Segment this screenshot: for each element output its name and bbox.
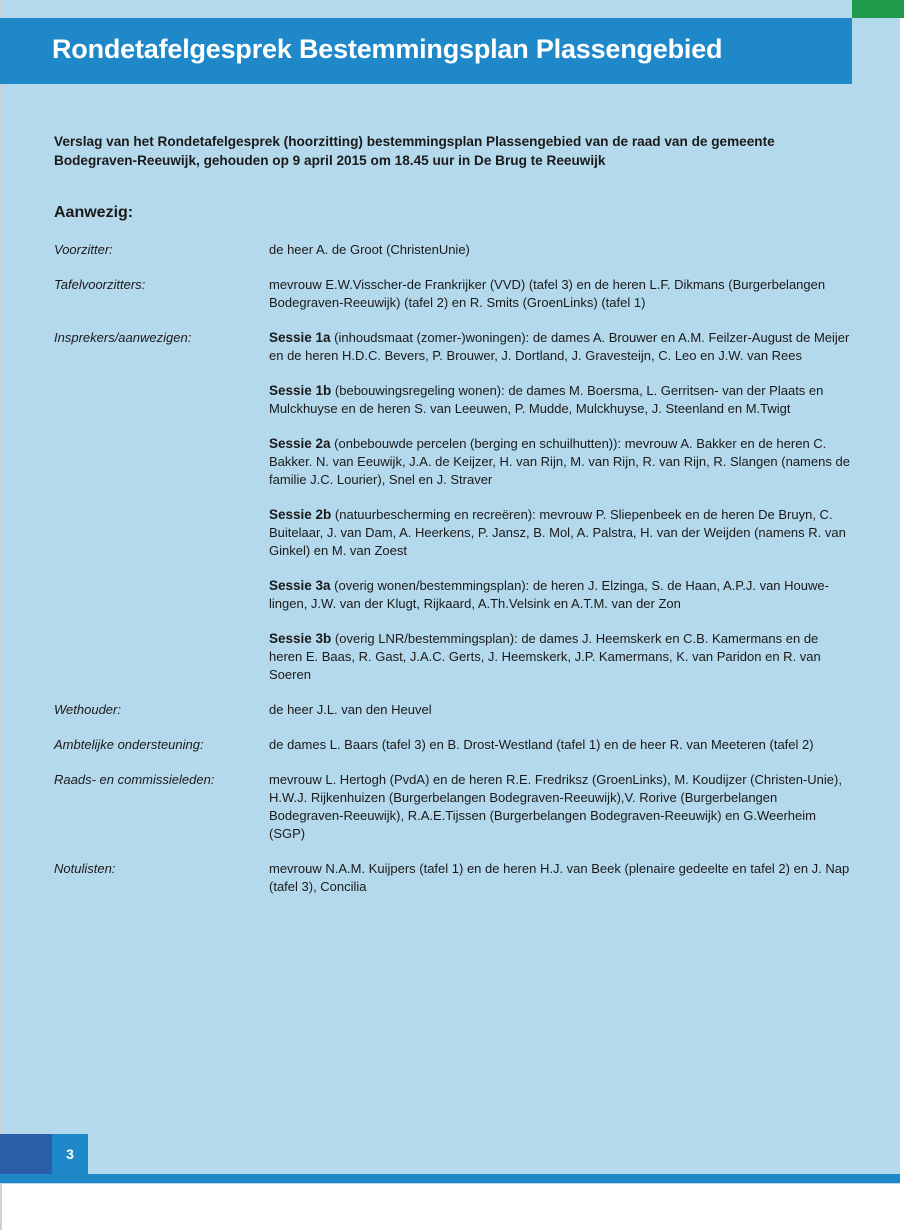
role-detail: mevrouw N.A.M. Kuijpers (tafel 1) en de heren H.J. van Beek (plenaire gedeelte en tafel 2) en J. Nap (tafel 3), Concilia xyxy=(269,861,850,894)
entry-notulisten xyxy=(54,860,854,896)
session-3b xyxy=(269,630,854,684)
session-text: (overig wonen/bestemmingsplan): de heren J. Elzinga, S. de Haan, A.P.J. van Houwe-lingen, J.W. van der Klugt, Rijkaard, A.Th.Velsink en A.T.M. van der Zon xyxy=(269,578,829,611)
session-label: Sessie 1b xyxy=(269,383,332,398)
session-label: Sessie 2a xyxy=(269,436,331,451)
role-label: Wethouder: xyxy=(54,702,121,717)
role-label: Ambtelijke ondersteuning: xyxy=(54,737,204,752)
session-label: Sessie 3b xyxy=(269,631,332,646)
role-label: Tafelvoorzitters: xyxy=(54,277,146,292)
footer-accent xyxy=(0,1134,52,1174)
session-text: (overig LNR/bestemmingsplan): de dames J. Heemskerk en C.B. Kamermans en de heren E. Baas, R. Gast, J.A.C. Gerts, J. Heemskerk, J.P. Kamermans, K. van Paridon en R. van Soeren xyxy=(269,631,821,682)
entry-wethouder xyxy=(54,701,854,719)
entry-raads-en-commissieleden xyxy=(54,771,854,843)
sessions-list xyxy=(269,329,854,684)
session-label: Sessie 1a xyxy=(269,330,331,345)
role-detail: de heer A. de Groot (ChristenUnie) xyxy=(269,242,470,257)
session-3a xyxy=(269,577,854,613)
role-detail: de heer J.L. van den Heuvel xyxy=(269,702,432,717)
session-2b xyxy=(269,506,854,560)
page-title: Rondetafelgesprek Bestemmingsplan Plassengebied xyxy=(52,34,723,64)
role-label: Raads- en commissieleden: xyxy=(54,772,215,787)
session-text: (natuurbescherming en recreëren): mevrouw P. Sliepenbeek en de heren De Bruyn, C. Buitelaar, J. van Dam, A. Heerkens, P. Jansz, B. Mol, A. Palstra, H. van der Weijden (namens R. van Ginkel) en M. van Zoest xyxy=(269,507,846,558)
role-label: Voorzitter: xyxy=(54,242,113,257)
entry-voorzitter xyxy=(54,241,854,259)
entry-tafelvoorzitters xyxy=(54,276,854,312)
entry-insprekers xyxy=(54,329,854,684)
role-detail: de dames L. Baars (tafel 3) en B. Drost-Westland (tafel 1) en de heer R. van Meeteren (tafel 2) xyxy=(269,737,814,752)
intro-paragraph: Verslag van het Rondetafelgesprek (hoorzitting) bestemmingsplan Plassengebied van de raad van de gemeente Bodegraven-Reeuwijk, gehouden op 9 april 2015 om 18.45 uur in De Brug te Reeuwijk xyxy=(54,134,775,168)
role-label: Insprekers/aanwezigen: xyxy=(54,330,192,345)
session-text: (inhoudsmaat (zomer-)woningen): de dames A. Brouwer en A.M. Feilzer-August de Meijer en de heren H.D.C. Bevers, P. Brouwer, J. Dortland, J. Gravesteijn, C. Leo en J.W. van Rees xyxy=(269,330,850,363)
entry-ambtelijke-ondersteuning xyxy=(54,736,854,754)
section-title-aanwezig: Aanwezig: xyxy=(54,204,134,221)
session-text: (onbebouwde percelen (berging en schuilhutten)): mevrouw A. Bakker en de heren C. Bakker. N. van Eeuwijk, J.A. de Keijzer, H. van Rijn, M. van Rijn, R. van Rijn, R. Slangen (namens de familie J.C. Lourier), Snel en J. Straver xyxy=(269,436,850,487)
session-2a xyxy=(269,435,854,489)
session-1a xyxy=(269,329,854,365)
session-1b xyxy=(269,382,854,418)
page-number: 3 xyxy=(52,1134,88,1174)
role-detail: mevrouw L. Hertogh (PvdA) en de heren R.E. Fredriksz (GroenLinks), M. Koudijzer (Christen-Unie), H.W.J. Rijkenhuizen (Burgerbelangen Bodegraven-Reeuwijk),V. Rorive (Burgerbelangen Bodegraven-Reeuwijk), R.A.E.Tijssen (Burgerbelangen Bodegraven-Reeuwijk) en G.Weerheim (SGP) xyxy=(269,772,842,841)
session-label: Sessie 3a xyxy=(269,578,331,593)
corner-tab xyxy=(852,0,904,18)
session-text: (bebouwingsregeling wonen): de dames M. Boersma, L. Gerritsen- van der Plaats en Mulckhuyse en de heren S. van Leeuwen, P. Mudde, Mulckhuyse, J. Steenland en M.Twigt xyxy=(269,383,824,416)
left-border xyxy=(0,0,2,1230)
role-detail: mevrouw E.W.Visscher-de Frankrijker (VVD) (tafel 3) en de heren L.F. Dikmans (Burgerbelangen Bodegraven-Reeuwijk) (tafel 2) en R. Smits (GroenLinks) (tafel 1) xyxy=(269,277,826,310)
attendee-list xyxy=(54,241,854,913)
role-label: Notulisten: xyxy=(54,861,116,876)
session-label: Sessie 2b xyxy=(269,507,332,522)
footer-rule xyxy=(0,1174,900,1183)
title-banner xyxy=(0,18,852,84)
